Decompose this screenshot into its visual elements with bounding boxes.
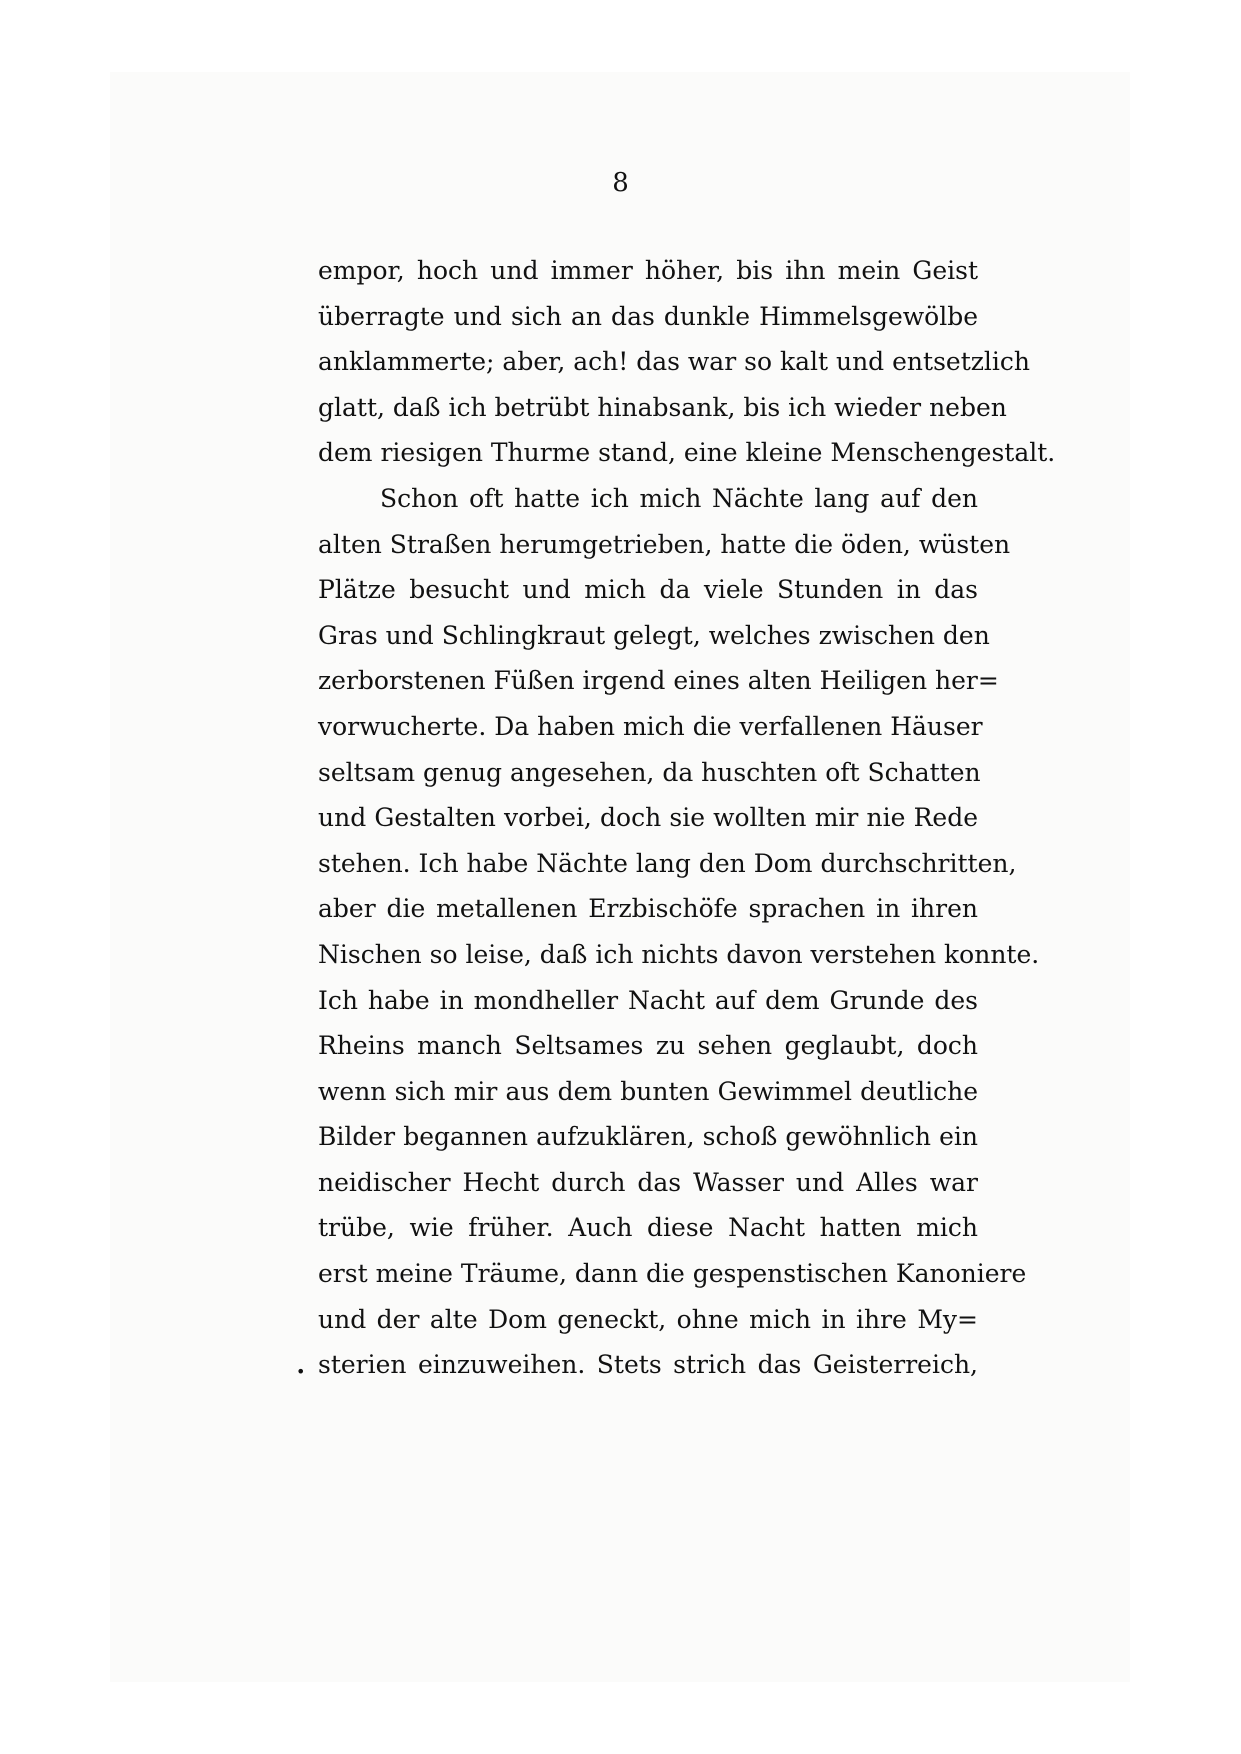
text-line: neidischer Hecht durch das Wasser und Alles war	[318, 1167, 978, 1197]
text-line: Nischen so leise, daß ich nichts davon verstehen konnte.	[318, 939, 1040, 969]
text-line: anklammerte; aber, ach! das war so kalt und entsetzlich	[318, 347, 1031, 377]
text-line: aber die metallenen Erzbischöfe sprachen in ihren	[318, 894, 978, 924]
text-line: stehen. Ich habe Nächte lang den Dom durchschritten,	[318, 848, 1017, 878]
text-line: empor, hoch und immer höher, bis ihn mein Geist	[318, 256, 978, 285]
text-line: Gras und Schlingkraut gelegt, welches zwischen den	[318, 620, 990, 650]
margin-mark: •	[296, 1362, 306, 1381]
page-number: 8	[612, 168, 629, 198]
text-line: dem riesigen Thurme stand, eine kleine Menschengestalt.	[318, 438, 1056, 468]
text-line: und der alte Dom geneckt, ohne mich in ihre My=	[318, 1304, 978, 1334]
text-line: Ich habe in mondheller Nacht auf dem Grunde des	[318, 985, 978, 1015]
text-line: Plätze besucht und mich da viele Stunden in das	[318, 575, 978, 605]
text-line: wenn sich mir aus dem bunten Gewimmel deutliche	[318, 1076, 978, 1106]
text-line: trübe, wie früher. Auch diese Nacht hatten mich	[318, 1213, 978, 1243]
text-line: erst meine Träume, dann die gespenstischen Kanoniere	[318, 1259, 1027, 1289]
text-line: zerborstenen Füßen irgend eines alten Heiligen her=	[318, 666, 999, 696]
text-line: und Gestalten vorbei, doch sie wollten mir nie Rede	[318, 803, 978, 833]
text-line: vorwucherte. Da haben mich die verfallenen Häuser	[318, 711, 983, 741]
text-line: sterien einzuweihen. Stets strich das Geisterreich,	[318, 1350, 978, 1380]
text-line: alten Straßen herumgetrieben, hatte die öden, wüsten	[318, 529, 1011, 559]
text-line: Rheins manch Seltsames zu sehen geglaubt, doch	[318, 1031, 978, 1061]
text-line: glatt, daß ich betrübt hinabsank, bis ich wieder neben	[318, 392, 1007, 422]
text-line: seltsam genug angesehen, da huschten oft Schatten	[318, 757, 981, 787]
text-line: Schon oft hatte ich mich Nächte lang auf den	[380, 483, 978, 513]
body-text	[318, 248, 1056, 1388]
text-line: Bilder begannen aufzuklären, schoß gewöhnlich ein	[318, 1122, 978, 1152]
text-line: überragte und sich an das dunkle Himmelsgewölbe	[318, 301, 978, 331]
